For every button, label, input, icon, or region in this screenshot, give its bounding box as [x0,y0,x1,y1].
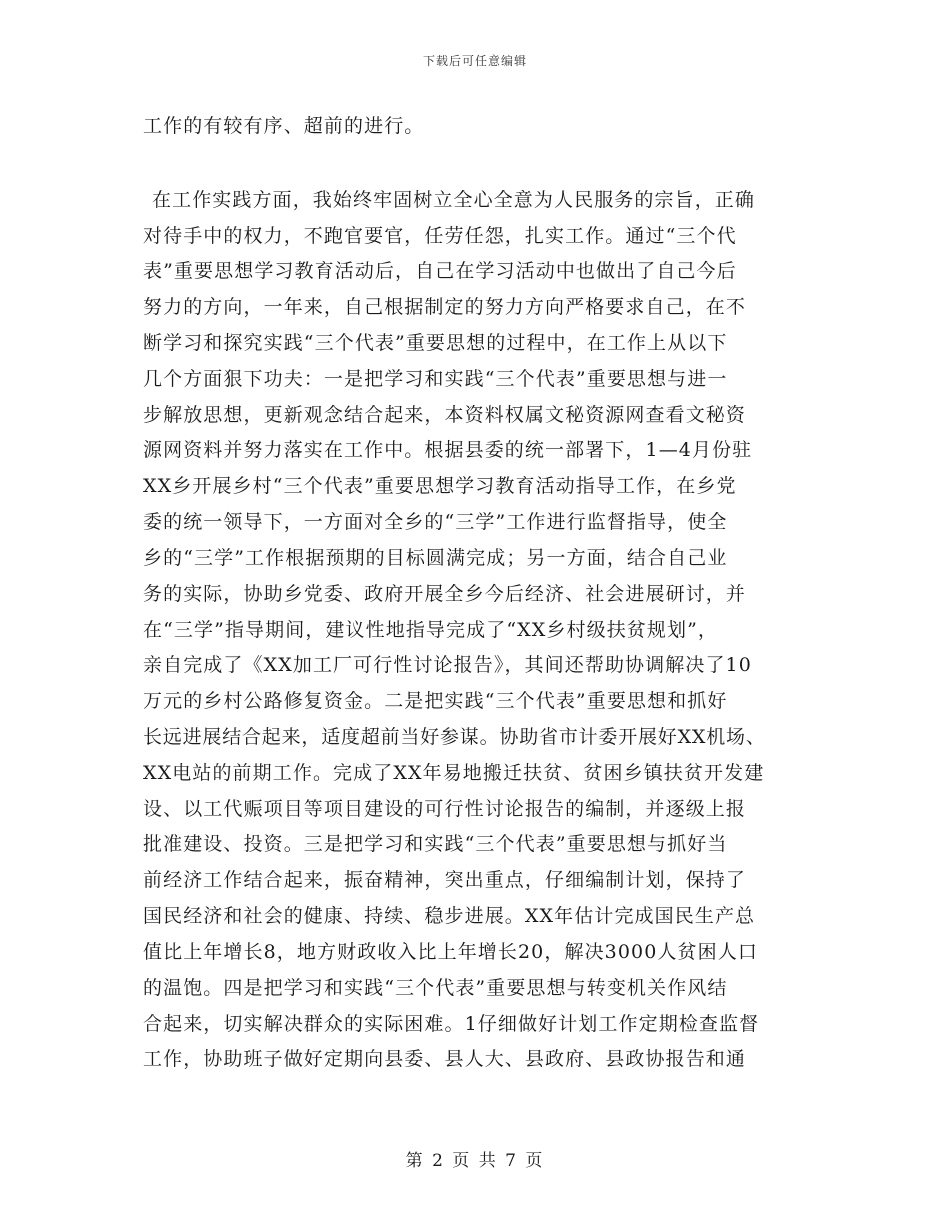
page-header-note: 下载后可任意编辑 [422,54,527,68]
body-line: 长远进展结合起来，适度超前当好参谋。协助省市计委开展好XX机场、 [143,726,766,748]
page-number: 第 2 页 共 7 页 [405,1151,545,1171]
body-line: 工作的有较有序、超前的进行。 [143,115,425,137]
body-line: 委的统一领导下，一方面对全乡的“三学”工作进行监督指导，使全 [143,511,728,533]
body-line: 步解放思想，更新观念结合起来，本资料权属文秘资源网查看文秘资 [143,404,747,426]
body-line: XX电站的前期工作。完成了XX年易地搬迁扶贫、贫困乡镇扶贫开发建 [143,762,765,784]
body-line: 断学习和探究实践“三个代表”重要思想的过程中，在工作上从以下 [143,332,728,354]
body-line: 万元的乡村公路修复资金。二是把实践“三个代表”重要思想和抓好 [143,690,728,712]
body-line: 表”重要思想学习教育活动后，自己在学习活动中也做出了自己今后 [143,260,737,282]
body-line: 设、以工代赈项目等项目建设的可行性讨论报告的编制，并逐级上报 [143,798,747,820]
body-line: 合起来，切实解决群众的实际困难。1仔细做好计划工作定期检查监督 [143,1013,760,1035]
body-line: 几个方面狠下功夫：一是把学习和实践“三个代表”重要思想与进一 [143,368,728,390]
body-line: XX乡开展乡村“三个代表”重要思想学习教育活动指导工作，在乡党 [143,475,737,497]
body-line: 批准建设、投资。三是把学习和实践“三个代表”重要思想与抓好当 [143,833,728,855]
body-line: 的温饱。四是把学习和实践“三个代表”重要思想与转变机关作风结 [143,977,728,999]
body-line: 努力的方向，一年来，自己根据制定的努力方向严格要求自己，在不 [143,296,747,318]
body-line: 值比上年增长8，地方财政收入比上年增长20，解决3000人贫困人口 [143,941,758,963]
body-line: 工作，协助班子做好定期向县委、县人大、县政府、县政协报告和通 [143,1048,747,1070]
body-line: 源网资料并努力落实在工作中。根据县委的统一部署下，1—4月份驻 [143,439,753,461]
body-line: 国民经济和社会的健康、持续、稳步进展。XX年估计完成国民生产总 [143,905,756,927]
body-line: 务的实际，协助乡党委、政府开展全乡今后经济、社会进展研讨，并 [143,583,747,605]
body-line: 前经济工作结合起来，振奋精神，突出重点，仔细编制计划，保持了 [143,869,747,891]
body-line: 对待手中的权力，不跑官要官，任劳任怨，扎实工作。通过“三个代 [143,225,737,247]
body-line: 乡的“三学”工作根据预期的目标圆满完成；另一方面，结合自己业 [143,547,728,569]
body-line: 在工作实践方面，我始终牢固树立全心全意为人民服务的宗旨，正确 [152,189,756,211]
body-line: 亲自完成了《XX加工厂可行性讨论报告》，其间还帮助协调解决了10 [143,654,752,676]
body-line: 在“三学”指导期间，建议性地指导完成了“XX乡村级扶贫规划”， [143,619,719,641]
